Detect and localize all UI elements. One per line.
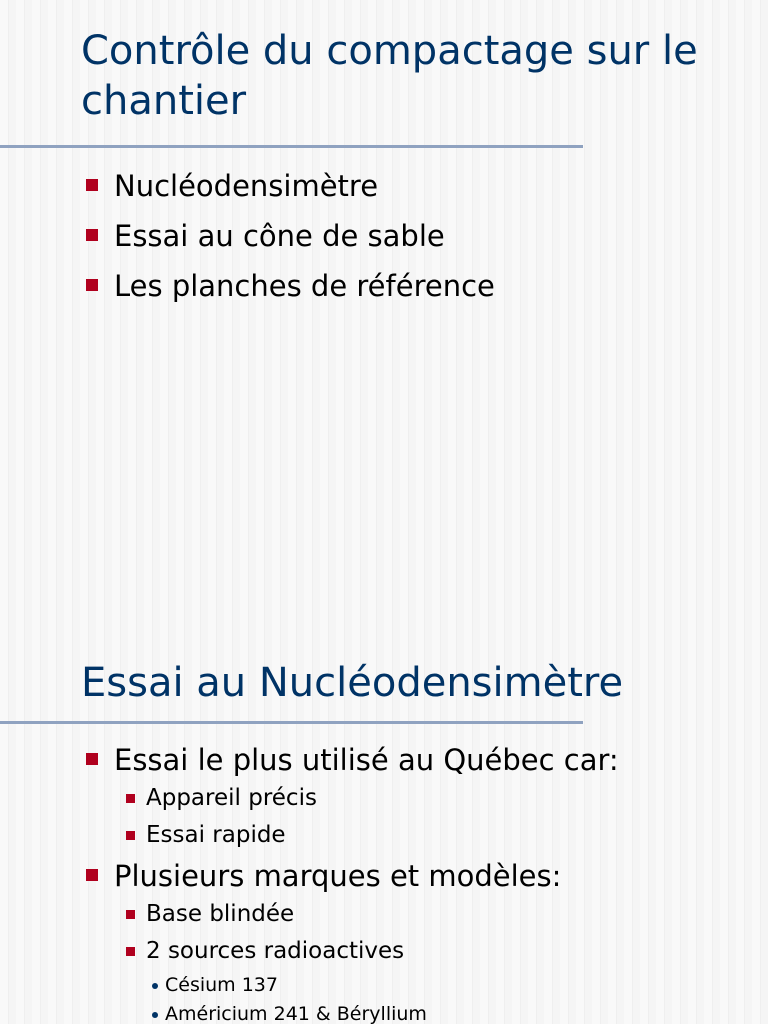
- sub-bullet-base-blindee: [118, 897, 758, 932]
- square-bullet-icon: [86, 229, 98, 241]
- bullet-planches-de-reference: [86, 267, 758, 305]
- bullet-nucleodensimetre: [86, 167, 758, 205]
- slide-2-title-divider: [0, 721, 583, 724]
- bullet-text: Plusieurs marques et modèles:: [114, 859, 562, 893]
- square-bullet-icon: [86, 753, 98, 765]
- sub-bullet-text: Appareil précis: [146, 785, 317, 811]
- bullet-text: Essai le plus utilisé au Québec car:: [114, 743, 619, 777]
- sub-bullet-text: Essai rapide: [146, 822, 286, 848]
- slide-1-title: Contrôle du compactage sur le chantier: [81, 28, 698, 124]
- bullet-plusieurs-marques: [86, 857, 758, 895]
- slide-2-bullet-list: [86, 741, 758, 1024]
- square-bullet-icon: [126, 831, 135, 840]
- sub-sub-list-container: [86, 971, 758, 1024]
- bullet-essai-plus-utilise: [86, 741, 758, 779]
- bullet-cone-de-sable: [86, 217, 758, 255]
- sub-bullet-essai-rapide: [118, 818, 758, 853]
- sub-sub-bullet-americium: [146, 1000, 758, 1024]
- slide-1-title-divider: [0, 145, 583, 148]
- sub-bullet-text: 2 sources radioactives: [146, 938, 405, 964]
- sub-bullet-list: [86, 897, 758, 1024]
- sub-bullet-text: Base blindée: [146, 901, 295, 927]
- sub-bullet-appareil-precis: [118, 781, 758, 816]
- square-bullet-icon: [86, 279, 98, 291]
- square-bullet-icon: [86, 869, 98, 881]
- sub-bullet-sources-radioactives: [118, 934, 758, 969]
- bullet-text: Essai au cône de sable: [114, 219, 445, 253]
- round-bullet-icon: [152, 983, 158, 989]
- sub-sub-bullet-text: Américium 241 & Béryllium: [165, 1003, 427, 1024]
- slide-2-title: Essai au Nucléodensimètre: [81, 660, 624, 706]
- square-bullet-icon: [126, 947, 135, 956]
- bullet-text: Nucléodensimètre: [114, 169, 379, 203]
- slide-1-bullet-list: [86, 167, 758, 317]
- sub-bullet-list: [86, 781, 758, 853]
- sub-sub-bullet-cesium: [146, 971, 758, 1000]
- sub-sub-bullet-list: [86, 971, 758, 1024]
- slide-2: [0, 576, 768, 1024]
- bullet-text: Les planches de référence: [114, 269, 495, 303]
- square-bullet-icon: [126, 794, 135, 803]
- sub-sub-bullet-text: Césium 137: [165, 974, 278, 996]
- sub-list-container: [86, 781, 758, 853]
- square-bullet-icon: [86, 179, 98, 191]
- sub-list-container: [86, 897, 758, 1024]
- square-bullet-icon: [126, 910, 135, 919]
- round-bullet-icon: [152, 1012, 158, 1018]
